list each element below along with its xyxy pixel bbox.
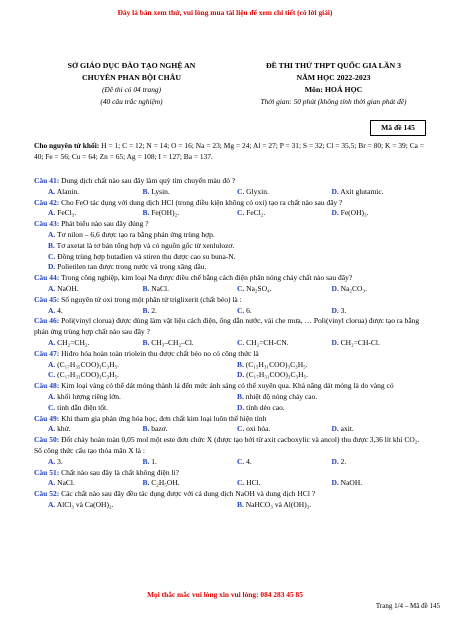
option-text: 4. [57, 305, 63, 315]
option-letter: C. [237, 337, 245, 347]
answer-options [34, 187, 426, 198]
option-text: HCl. [246, 478, 261, 488]
header-left [34, 60, 229, 108]
question-stem [34, 414, 426, 425]
answer-options [34, 500, 426, 511]
answer-option [48, 187, 143, 198]
option-text: CH₃–CH₂–Cl. [151, 337, 194, 347]
question-stem [34, 273, 426, 284]
option-text: NaOH. [57, 283, 79, 293]
question-text: Đốt cháy hoàn toàn 0,05 mol một este đơn chức X (được tạo bởi từ axit cacboxylic và ancol) thu được 3,36 lít khí CO₂. Số công thức cấu tạo thỏa mãn X là : [34, 435, 420, 455]
question-block [34, 414, 426, 436]
option-text: (C₁₇H₃₅COO)₃C₃H₅. [57, 359, 120, 369]
answer-option [48, 241, 426, 252]
atomic-masses-text: H = 1; C = 12; N = 14; O = 16; Na = 23; Mg = 24; Al = 27; P = 31; S = 32; Cl = 35,5; Br = 80; K = 39; Ca = 40; Fe = 56; Cu = 64; Zn = 65; Ag = 108; I = 127; Ba = 137. [34, 141, 424, 161]
option-text: tính dẫn điện tốt. [57, 402, 108, 412]
preview-banner: Đây là bản xem thử, vui lòng mua tài liệu để xem chi tiết (có lời giải) [117, 8, 333, 17]
option-letter: B. [237, 391, 244, 401]
answer-option [237, 457, 332, 468]
answer-options [34, 208, 426, 219]
answer-option [48, 230, 426, 241]
option-letter: A. [48, 456, 56, 466]
question-number: Câu 41: [34, 176, 60, 185]
option-letter: C. [48, 402, 56, 412]
answer-option [48, 500, 237, 511]
question-number: Câu 52: [34, 489, 60, 499]
page-count-note: (Đề thi có 04 trang) [101, 85, 162, 94]
option-letter: B. [48, 240, 55, 250]
answer-option [143, 338, 238, 349]
time-limit: Thời gian: 50 phút (không tính thời gian phát đề) [260, 97, 407, 106]
option-letter: B. [142, 186, 150, 196]
option-letter: B. [142, 424, 150, 434]
option-letter: B. [237, 359, 244, 369]
question-text: Poli(vinyl clorua) được dùng làm vật liệu cách điện, ống dẫn nước, vải che mưa, … Poli(vinyl clorua) được tạo ra bằng phản ứng trùng hợp chất nào sau đây ? [34, 316, 420, 337]
option-letter: A. [48, 424, 56, 434]
question-stem [34, 295, 426, 306]
question-text: Phát biểu nào sau đây đúng ? [59, 219, 149, 229]
question-number: Câu 51: [34, 467, 60, 477]
option-text: Lysin. [151, 186, 170, 196]
answer-option [143, 424, 238, 435]
question-stem [34, 198, 426, 209]
answer-option [237, 403, 426, 414]
option-text: Tơ axetat là tơ bán tổng hợp và có nguồn gốc từ xenlulozơ. [56, 240, 235, 250]
question-stem [34, 435, 426, 457]
option-text: nhiệt độ nóng chảy cao. [245, 391, 318, 401]
question-block [34, 435, 426, 467]
answer-option [48, 370, 237, 381]
question-number: Câu 50: [34, 435, 60, 445]
answer-option [48, 478, 143, 489]
answer-option [143, 284, 238, 295]
option-text: FeCl₃. [57, 208, 77, 218]
question-text: Kim loại vàng có thể dát mỏng thành lá đến mức ánh sáng có thể xuyên qua. Khả năng dát mỏng là do vàng có [59, 381, 394, 391]
option-letter: B. [237, 499, 244, 509]
option-letter: A. [48, 499, 56, 509]
exam-title: ĐỀ THI THỬ THPT QUỐC GIA LẦN 3 [266, 61, 401, 70]
question-number: Câu 49: [34, 413, 60, 423]
option-text: Na₂CO₃. [340, 283, 367, 293]
option-letter: C. [237, 478, 245, 488]
option-text: 4. [246, 456, 252, 466]
atomic-masses [34, 140, 424, 162]
question-block [34, 176, 426, 198]
answer-option [332, 457, 427, 468]
answer-options [34, 338, 426, 349]
option-text: Polietilen tan được trong nước và trong xăng dầu. [57, 262, 207, 272]
option-text: Fe(OH)₂. [151, 208, 180, 218]
question-number: Câu 44: [34, 273, 60, 283]
question-number: Câu 46: [34, 316, 60, 326]
option-letter: C. [237, 305, 245, 315]
answer-option [332, 338, 427, 349]
option-text: 3. [57, 456, 63, 466]
question-text: Dung dịch chất nào sau đây làm quỳ tím chuyển màu đỏ ? [59, 176, 236, 185]
question-block [34, 198, 426, 220]
answer-option [48, 457, 143, 468]
option-letter: D. [331, 305, 339, 315]
option-text: axit. [340, 424, 354, 434]
question-stem [34, 468, 426, 479]
question-block [34, 489, 426, 511]
answer-option [237, 208, 332, 219]
answer-options [34, 392, 426, 414]
option-letter: A. [48, 208, 56, 218]
option-letter: C. [237, 424, 245, 434]
answer-option [48, 360, 237, 371]
question-stem [34, 219, 426, 230]
answer-option [143, 457, 238, 468]
option-text: C₂H₅OH. [151, 478, 180, 488]
question-number: Câu 48: [34, 381, 60, 391]
option-letter: D. [331, 337, 339, 347]
option-text: CH₂=CH₂. [57, 337, 90, 347]
question-list [34, 176, 426, 511]
option-text: Glyxin. [246, 186, 269, 196]
answer-option [237, 306, 332, 317]
option-letter: A. [48, 478, 56, 488]
header-right [226, 60, 441, 108]
option-letter: B. [142, 456, 150, 466]
option-letter: C. [237, 186, 245, 196]
question-block [34, 468, 426, 490]
question-text: Các chất nào sau đây đều tác dụng được với cả dung dịch NaOH và dung dịch HCl ? [59, 489, 316, 499]
department-name: SỞ GIÁO DỤC ĐÀO TẠO NGHỆ AN [67, 61, 196, 70]
school-name: CHUYÊN PHAN BỘI CHÂU [82, 73, 181, 82]
option-letter: D. [237, 402, 245, 412]
option-letter: D. [331, 208, 339, 218]
question-number: Câu 42: [34, 197, 60, 207]
atomic-masses-label: Cho nguyên tử khối: [34, 141, 100, 150]
option-text: FeCl₂. [246, 208, 266, 218]
question-text: Hiđro hóa hoàn toàn triolein thu được chất béo no có công thức là [59, 348, 259, 358]
answer-option [48, 262, 426, 273]
answer-options [34, 306, 426, 317]
option-letter: D. [331, 478, 339, 488]
option-text: (C₁₇H₃₁COO)₃C₃H₅. [246, 370, 309, 380]
option-letter: C. [48, 251, 56, 261]
answer-option [332, 424, 427, 435]
option-text: CH₂=CH-CN. [246, 337, 289, 347]
question-text: Số nguyên tử oxi trong một phân tử triglixerit (chất béo) là : [59, 294, 242, 304]
option-letter: D. [331, 456, 339, 466]
option-text: Fe(OH)₃. [340, 208, 369, 218]
option-text: 6. [246, 305, 252, 315]
answer-option [48, 403, 237, 414]
option-text: oxi hóa. [246, 424, 271, 434]
option-text: khối lượng riêng lớn. [57, 391, 121, 401]
option-letter: A. [48, 391, 56, 401]
option-letter: B. [142, 305, 150, 315]
option-letter: D. [331, 424, 339, 434]
option-letter: B. [142, 283, 150, 293]
question-block [34, 273, 426, 295]
option-letter: A. [48, 305, 56, 315]
question-text: Khi tham gia phản ứng hóa học, đơn chất kim loại luôn thể hiện tính [59, 413, 267, 423]
option-text: 3. [340, 305, 347, 315]
answer-option [48, 284, 143, 295]
answer-option [237, 360, 426, 371]
option-text: NaOH. [340, 478, 363, 488]
option-letter: B. [142, 478, 150, 488]
option-letter: D. [331, 283, 339, 293]
option-text: 1. [151, 456, 157, 466]
option-text: NaHCO₃ và Al(OH)₃. [245, 499, 312, 509]
answer-option [237, 187, 332, 198]
question-stem [34, 316, 426, 338]
question-number: Câu 43: [34, 219, 60, 229]
option-letter: D. [48, 262, 56, 272]
option-letter: C. [48, 370, 56, 380]
answer-option [332, 478, 427, 489]
question-text: Chất nào sau đây là chất không điện li? [59, 467, 179, 477]
option-text: Na₂SO₄. [246, 283, 272, 293]
option-text: Đồng trùng hợp butađien và stiren thu được cao su buna-N. [57, 251, 236, 261]
answer-option [143, 478, 238, 489]
question-text: Cho FeO tác dụng với dung dịch HCl (trong điều kiện không có oxi) tạo ra chất nào sau đây ? [59, 197, 343, 207]
question-block [34, 219, 426, 273]
answer-options [34, 478, 426, 489]
option-text: Axit glutamic. [340, 186, 384, 196]
answer-options [34, 457, 426, 468]
option-letter: D. [237, 370, 245, 380]
answer-option [237, 500, 426, 511]
answer-option [237, 392, 426, 403]
answer-option [48, 338, 143, 349]
question-stem [34, 176, 426, 187]
question-block [34, 316, 426, 348]
answer-option [48, 424, 143, 435]
answer-option [48, 392, 237, 403]
option-text: NaCl. [151, 283, 169, 293]
question-text: Trong công nghiệp, kim loại Na được điều chế bằng cách điện phân nóng chảy chất nào sau đây? [59, 273, 353, 283]
question-block [34, 381, 426, 413]
answer-option [48, 306, 143, 317]
answer-option [237, 370, 426, 381]
option-text: (C₁₅H₃₁COO)₃C₃H₅. [245, 359, 308, 369]
question-stem [34, 489, 426, 500]
question-count-note: (40 câu trắc nghiệm) [100, 97, 163, 106]
question-number: Câu 45: [34, 294, 60, 304]
option-text: 2. [151, 305, 157, 315]
option-letter: C. [237, 456, 245, 466]
answer-option [143, 208, 238, 219]
option-text: NaCl. [57, 478, 75, 488]
answer-option [143, 306, 238, 317]
exam-code-box: Mã đề 145 [370, 120, 426, 136]
option-text: Alanin. [56, 186, 80, 196]
answer-options [34, 230, 426, 273]
answer-option [237, 284, 332, 295]
page-number: Trang 1/4 – Mã đề 145 [375, 602, 440, 610]
school-year: NĂM HỌC 2022-2023 [296, 73, 371, 82]
option-text: (C₁₇H₃₃COO)₃C₃H₅. [57, 370, 120, 380]
answer-options [34, 284, 426, 295]
answer-option [237, 424, 332, 435]
option-letter: D. [331, 186, 339, 196]
answer-option [332, 208, 427, 219]
option-text: CH₂=CH-Cl. [340, 337, 380, 347]
option-text: 2. [340, 456, 347, 466]
option-letter: C. [237, 208, 245, 218]
question-block [34, 295, 426, 317]
option-text: khử. [57, 424, 71, 434]
option-text: Tơ nilon – 6,6 được tạo ra bằng phản ứng trùng hợp. [57, 229, 215, 239]
option-letter: A. [48, 359, 56, 369]
option-letter: A. [48, 337, 56, 347]
option-letter: A. [48, 186, 56, 196]
contact-footer: Mọi thắc mắc vui lòng xin vui lòng: 084 283 45 85 [147, 590, 303, 599]
answer-option [332, 284, 427, 295]
subject: Môn: HOÁ HỌC [304, 85, 363, 94]
option-letter: B. [142, 337, 150, 347]
question-stem [34, 349, 426, 360]
option-letter: A. [48, 229, 56, 239]
option-letter: A. [48, 283, 56, 293]
answer-options [34, 360, 426, 382]
question-number: Câu 47: [34, 348, 60, 358]
answer-option [332, 187, 427, 198]
question-stem [34, 381, 426, 392]
option-text: tính dẻo cao. [246, 402, 285, 412]
option-letter: B. [142, 208, 150, 218]
answer-option [237, 338, 332, 349]
answer-options [34, 424, 426, 435]
answer-option [48, 252, 426, 263]
answer-option [332, 306, 427, 317]
option-text: AlCl₃ và Ca(OH)₂. [56, 499, 114, 509]
answer-option [48, 208, 143, 219]
answer-option [237, 478, 332, 489]
answer-option [143, 187, 238, 198]
option-text: bazơ. [151, 424, 168, 434]
option-letter: C. [237, 283, 245, 293]
question-block [34, 349, 426, 381]
